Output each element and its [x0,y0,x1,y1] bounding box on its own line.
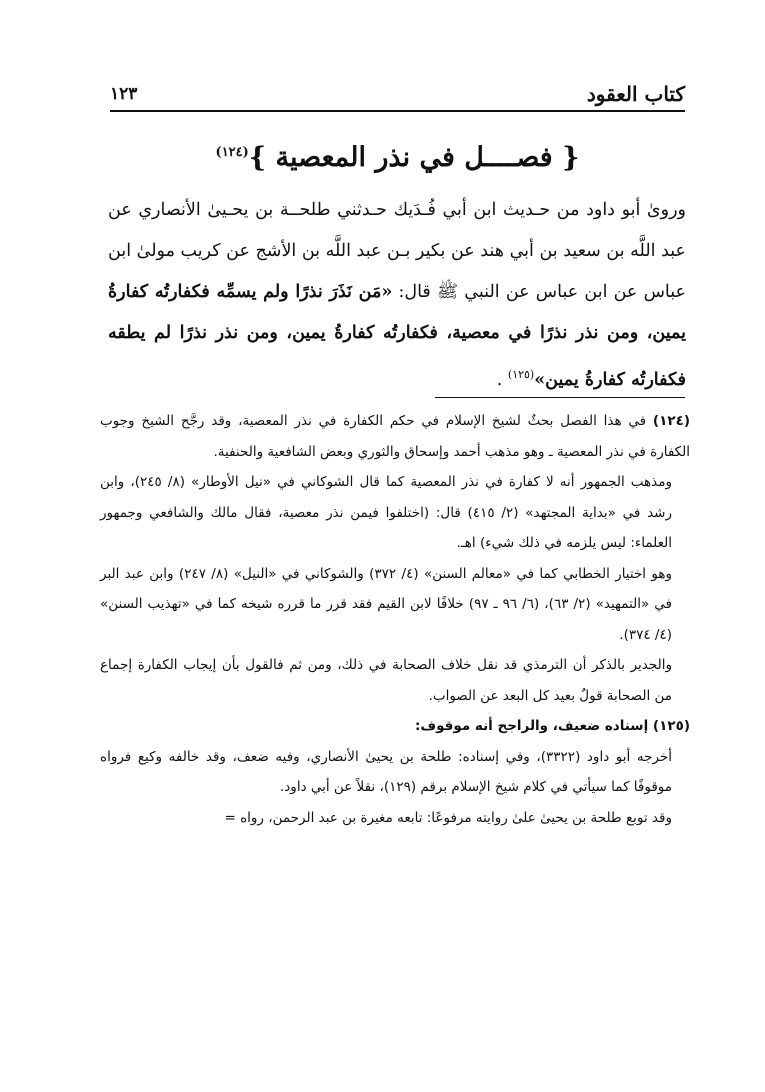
footnote-124-p1 [100,406,690,467]
main-end: . [496,369,503,390]
footnote-124-p3: وهو اختيار الخطابي كما في «معالم السنن» (٤/ ٣٧٢) والشوكاني في «النيل» (٨/ ٢٤٧) وابن عبد البر في «التمهيد» (٢/ ٦٣)، (٦/ ٩٦ ـ ٩٧) خلافًا لابن القيم فقد قرر ما قرره شيخه كما في «تهذيب السنن» (٤/ ٣٧٤). [100,565,673,643]
section-title [110,142,685,173]
main-intro: وروىٰ أبو داود من حـديث ابن أبي فُـدَيك حـدثني طلحــة بن يحـيىٰ الأنصاري عن عبد اللَّه بن سعيد بن أبي هند عن بكير بـن عبد اللَّه بن الأشج عن كريب مولىٰ ابن عباس عن ابن عباس عن النبي ﷺ قال: [108,200,686,302]
footnotes [100,406,690,1026]
page-header [110,80,685,112]
hadith-text: «مَن نَذَرَ نذرًا ولم يسمِّه فكفارتُه كفارةُ يمين، ومن نذر نذرًا في معصية، فكفارتُه كفارةُ يمين، ومن نذر نذرًا لم يطقه فكفارتُه كفارةُ يمين» [108,282,686,390]
footnote-heading: إسناده ضعيف، والراجح أنه موقوف: [414,718,649,734]
footnote-number: (١٢٤) [652,413,690,429]
footnote-124-p4: والجدير بالذكر أن الترمذي قد نقل خلاف الصحابة في ذلك، ومن ثم فالقول بأن إيجاب الكفارة إجماع من الصحابة قولٌ بعيد كل البعد عن الصواب. [100,657,672,704]
footnote-number: (١٢٥) [652,718,690,734]
section-footnote-ref: (١٢٤) [215,145,249,160]
footnote-125-p1: أخرجه أبو داود (٣٣٢٢)، وفي إسناده: طلحة بن يحيىٰ الأنصاري، وفيه ضعف، وقد خالفه وكيع فرواه موقوفًا كما سيأتي في كلام شيخ الإسلام برقم (١٢٩)، نقلاً عن أبي داود. [100,748,673,795]
section-title-text: { فصــــل في نذر المعصية } [248,142,580,173]
footnote-125-p2: وقد توبع طلحة بن يحيىٰ علىٰ روايته مرفوعًا: تابعه مغيرة بن عبد الرحمن، رواه = [224,809,672,826]
footnote-125-heading [100,711,690,742]
footnote-124-p2: ومذهب الجمهور أنه لا كفارة في نذر المعصية كما قال الشوكاني في «نيل الأوطار» (٨/ ٢٤٥)، وابن رشد في «بداية المجتهد» (٢/ ٤١٥) قال: (اختلفوا فيمن نذر معصية، فقال مالك والشافعي وجمهور العلماء: ليس يلزمه في ذلك شيء) اهـ. [100,474,673,551]
footnote-separator [435,397,685,398]
footnote-text: في هذا الفصل بحثٌ لشيخ الإسلام في حكم الكفارة في نذر المعصية، وقد رجَّح الشيخ وجوب الكفارة في نذر المعصية ـ وهو مذهب أحمد وإسحاق والثوري وبعض الشافعية والحنفية. [100,413,690,460]
main-text [108,190,686,395]
main-footnote-ref: (١٢٥) [507,368,535,381]
page-number: ١٢٣ [110,84,138,104]
running-title: كتاب العقود [586,82,685,106]
